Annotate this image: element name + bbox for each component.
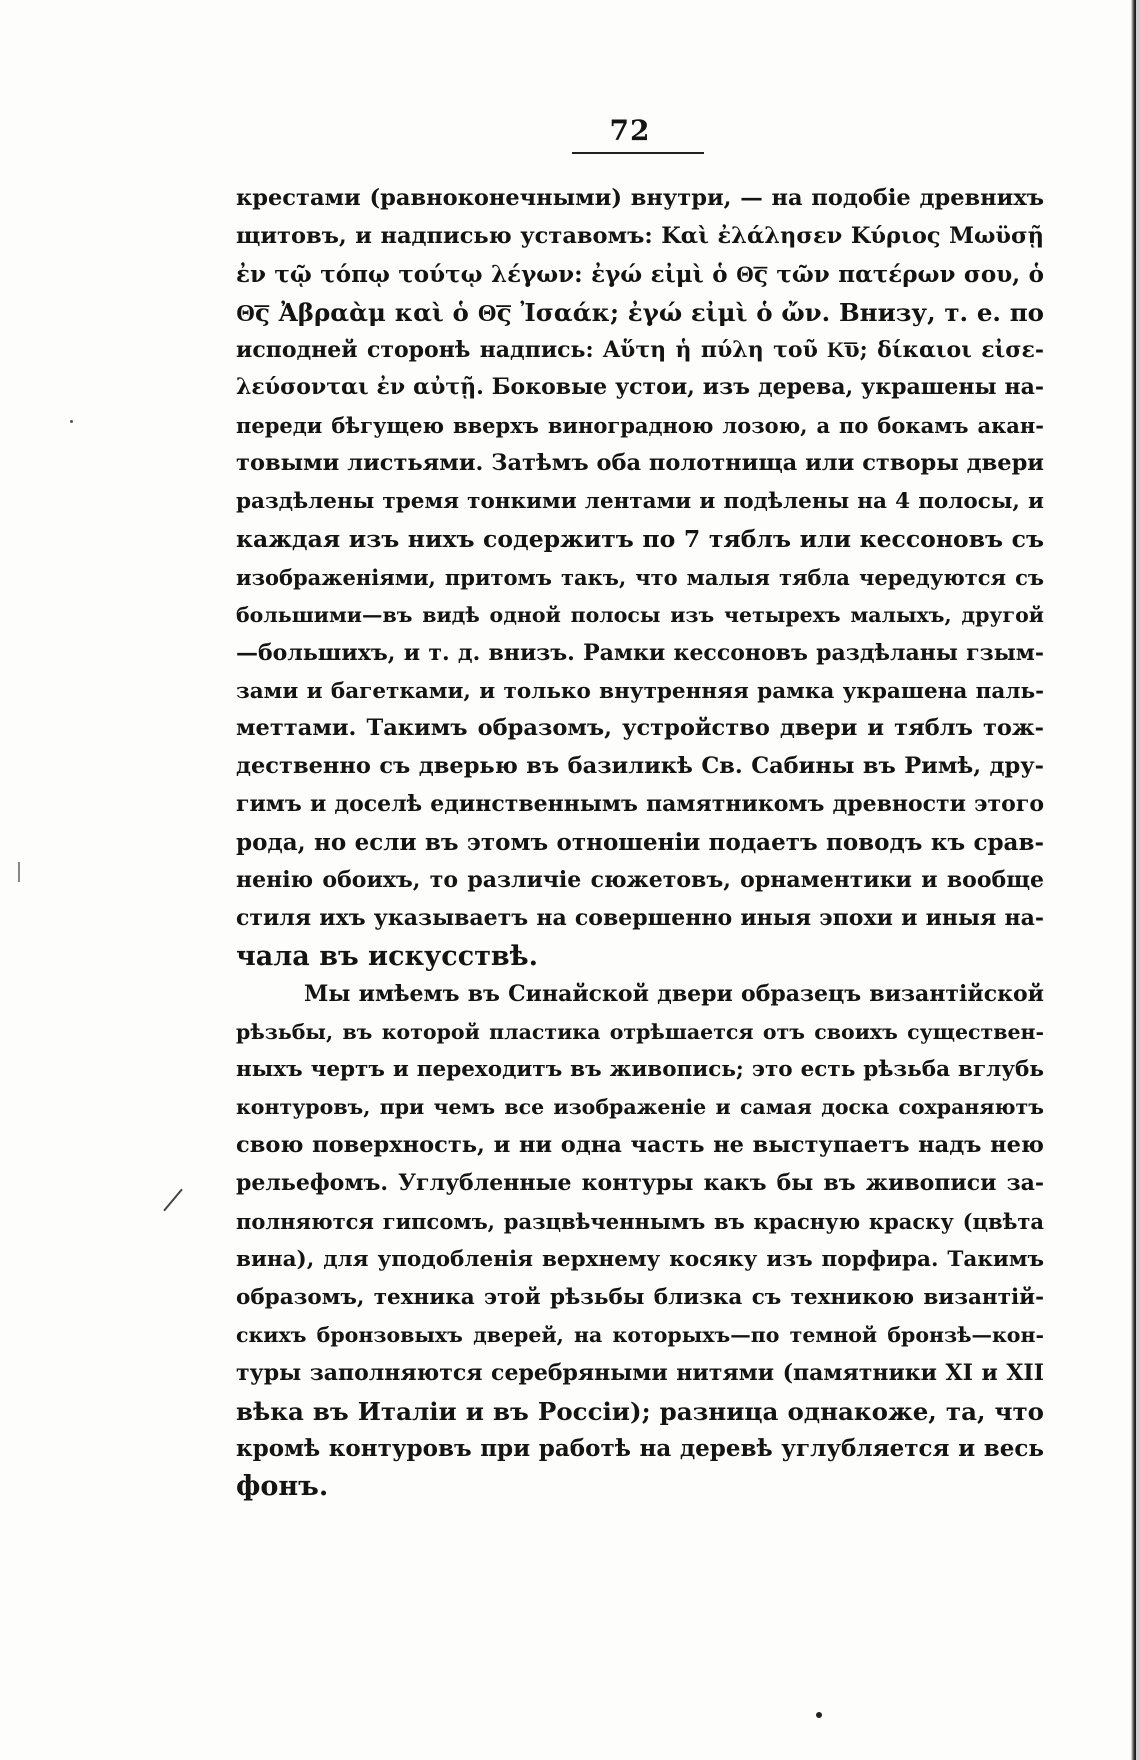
margin-mark [18,862,20,882]
page-number: 72 [609,114,651,147]
text-line: фонъ. [236,1471,329,1503]
text-line: рельефомъ. Углубленные контуры какъ бы въ живописи за- [236,1170,1044,1197]
binding-shadow [1131,0,1136,1760]
text-line: Θ͞ς Ἀβραὰμ καὶ ὁ Θ͞ς Ἰσαάκ; ἐγώ εἰμὶ ὁ ὤν. Внизу, т. е. по [236,297,1044,327]
text-line: чала въ искусствѣ. [236,940,539,972]
text-line: гимъ и доселѣ единственнымъ памятникомъ древности этого [236,791,1044,818]
text-line: кромѣ контуровъ при работѣ на деревѣ углубляется и весь [236,1435,1044,1463]
text-line: крестами (равноконечными) внутри, — на подобіе древнихъ [236,185,1044,211]
text-line: полняются гипсомъ, разцвѣченнымъ въ красную краску (цвѣта [236,1209,1044,1235]
text-line: щитовъ, и надписью уставомъ: Καὶ ἐλάλησεν Κύριος Μωϋσῇ [236,222,1044,249]
text-line: исподней сторонѣ надпись: Αὕτη ἡ πύλη τοῦ Κ͞υ; δίκαιοι εἰσε- [236,336,1044,363]
paragraph-first-line: Мы имѣемъ въ Синайской двери образецъ византійской [304,980,1044,1007]
text-line: вѣка въ Италіи и въ Россіи); разница однакоже, та, что [236,1396,1044,1426]
text-line: скихъ бронзовыхъ дверей, на которыхъ—по темной бронзѣ—кон- [236,1322,1044,1347]
text-line: свою поверхность, и ни одна часть не выступаетъ надъ нею [236,1132,1044,1159]
text-line: вина), для уподобленія верхнему косяку изъ порфира. Такимъ [236,1246,1044,1272]
text-line: стиля ихъ указываетъ на совершенно иныя эпохи и иныя на- [236,904,1044,931]
text-line: —большихъ, и т. д. внизъ. Рамки кессоновъ раздѣланы гзым- [236,639,1044,666]
text-line: зами и багетками, и только внутренняя рамка украшена паль- [236,678,1044,704]
text-line: большими—въ видѣ одной полосы изъ четырехъ малыхъ, другой [236,602,1044,627]
text-line: раздѣлены тремя тонкими лентами и подѣлены на 4 полосы, и [236,489,1044,515]
text-line: меттами. Такимъ образомъ, устройство двери и тяблъ тож- [236,715,1044,742]
text-line: дественно съ дверью въ базиликѣ Св. Сабины въ Римѣ, дру- [236,753,1044,780]
ink-dot [816,1712,822,1718]
text-line: каждая изъ нихъ содержитъ по 7 тяблъ или кессоновъ съ [236,525,1044,554]
text-line: ныхъ чертъ и переходитъ въ живопись; это есть рѣзьба вглубь [236,1057,1044,1083]
text-line: переди бѣгущею вверхъ виноградною лозою, а по бокамъ акан- [236,413,1044,439]
text-line: изображеніями, притомъ такъ, что малыя тябла чередуются съ [236,564,1044,590]
margin-mark [163,1189,183,1212]
body-text [236,180,1044,1506]
text-line: товыми листьями. Затѣмъ оба полотнища или створы двери [236,450,1044,477]
text-line: λεύσονται ἐν αὐτῇ. Боковые устои, изъ дерева, украшены на- [236,374,1044,401]
ink-dot [70,420,73,423]
page-number-rule [572,152,704,154]
text-line: ненію обоихъ, то различіе сюжетовъ, орнаментики и вообще [236,867,1044,894]
text-line: туры заполняются серебряными нитями (памятники XI и XII [236,1359,1044,1386]
page-edge [1136,0,1140,1760]
text-line: контуровъ, при чемъ все изображеніе и самая доска сохраняютъ [236,1095,1044,1120]
text-line: рѣзьбы, въ которой пластика отрѣшается отъ своихъ существен- [236,1019,1044,1044]
text-line: ἐν τῷ τόπῳ τούτῳ λέγων: ἐγώ εἰμὶ ὁ Θ͞ς τῶν πατέρων σου, ὁ [236,260,1044,288]
text-line: рода, но если въ этомъ отношеніи подаетъ поводъ къ срав- [236,829,1044,857]
text-line: образомъ, техника этой рѣзьбы близка съ техникою византій- [236,1284,1044,1310]
